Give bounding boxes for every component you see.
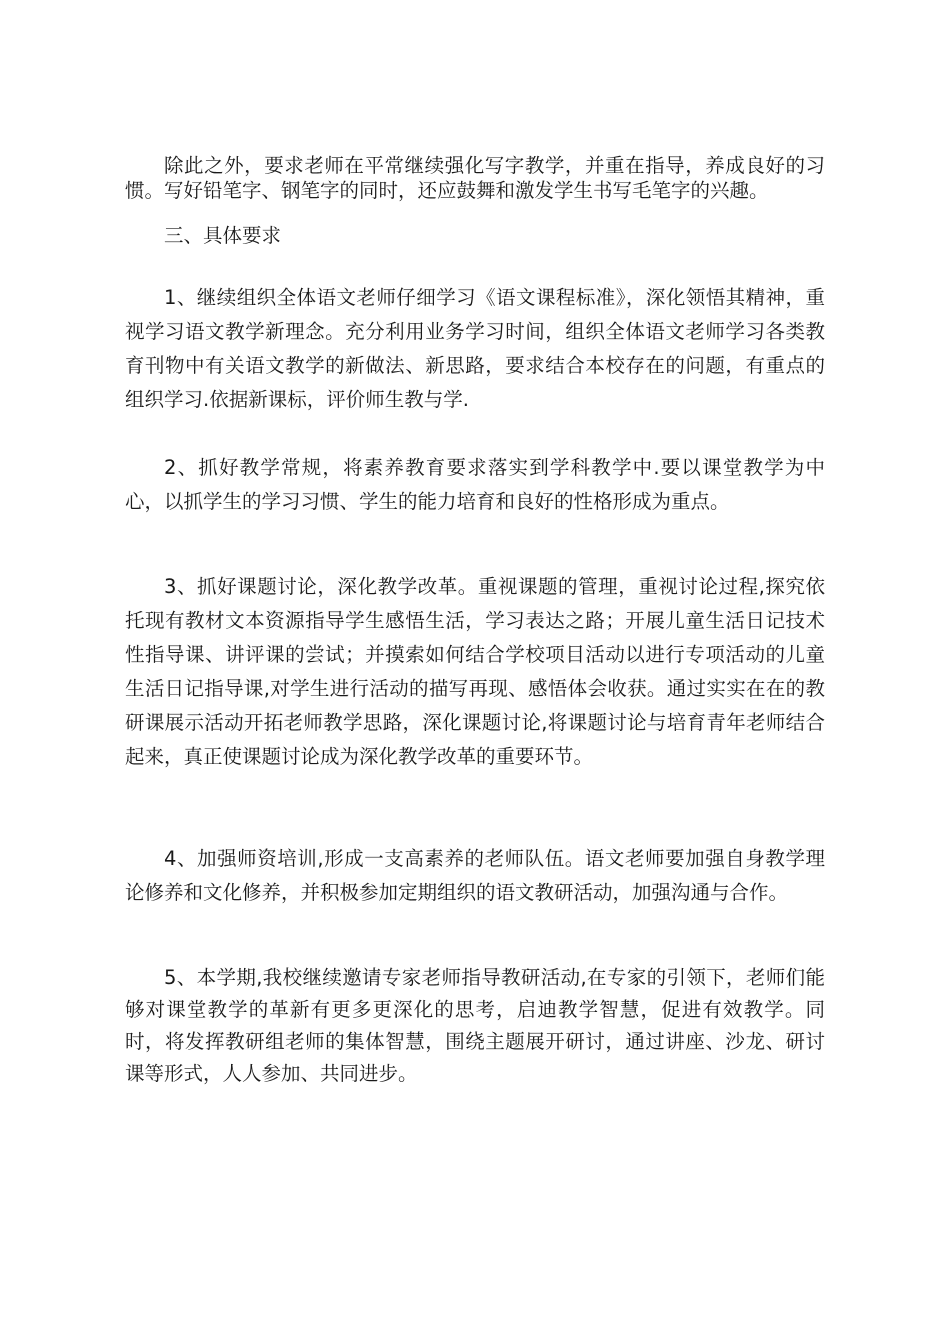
paragraph-item-4: 4、加强师资培训,形成一支高素养的老师队伍。语文老师要加强自身教学理论修养和文化修养，并积极参加定期组织的语文教研活动，加强沟通与合作。 (125, 847, 825, 904)
section-heading-requirements: 三、具体要求 (164, 224, 282, 247)
paragraph-item-2: 2、抓好教学常规，将素养教育要求落实到学科教学中.要以课堂教学为中心，以抓学生的学习习惯、学生的能力培育和良好的性格形成为重点。 (125, 456, 825, 513)
paragraph-item-5: 5、本学期,我校继续邀请专家老师指导教研活动,在专家的引领下，老师们能够对课堂教学的革新有更多更深化的思考，启迪教学智慧，促进有效教学。同时，将发挥教研组老师的集体智慧，围绕主题展开研讨，通过讲座、沙龙、研讨课等形式，人人参加、共同进步。 (125, 966, 825, 1085)
paragraph-calligraphy: 除此之外，要求老师在平常继续强化写字教学，并重在指导，养成良好的习惯。写好铅笔字、钢笔字的同时，还应鼓舞和激发学生书写毛笔字的兴趣。 (125, 154, 825, 202)
paragraph-item-3: 3、抓好课题讨论，深化教学改革。重视课题的管理，重视讨论过程,探究依托现有教材文本资源指导学生感悟生活，学习表达之路；开展儿童生活日记技术性指导课、讲评课的尝试；并摸索如何结合学校项目活动以进行专项活动的儿童生活日记指导课,对学生进行活动的描写再现、感悟体会收获。通过实实在在的教研课展示活动开拓老师教学思路，深化课题讨论,将课题讨论与培育青年老师结合起来，真正使课题讨论成为深化教学改革的重要环节。 (125, 575, 825, 768)
paragraph-item-1: 1、继续组织全体语文老师仔细学习《语文课程标准》，深化领悟其精神，重视学习语文教学新理念。充分利用业务学习时间，组织全体语文老师学习各类教育刊物中有关语文教学的新做法、新思路，要求结合本校存在的问题，有重点的组织学习.依据新课标，评价师生教与学. (125, 286, 825, 411)
